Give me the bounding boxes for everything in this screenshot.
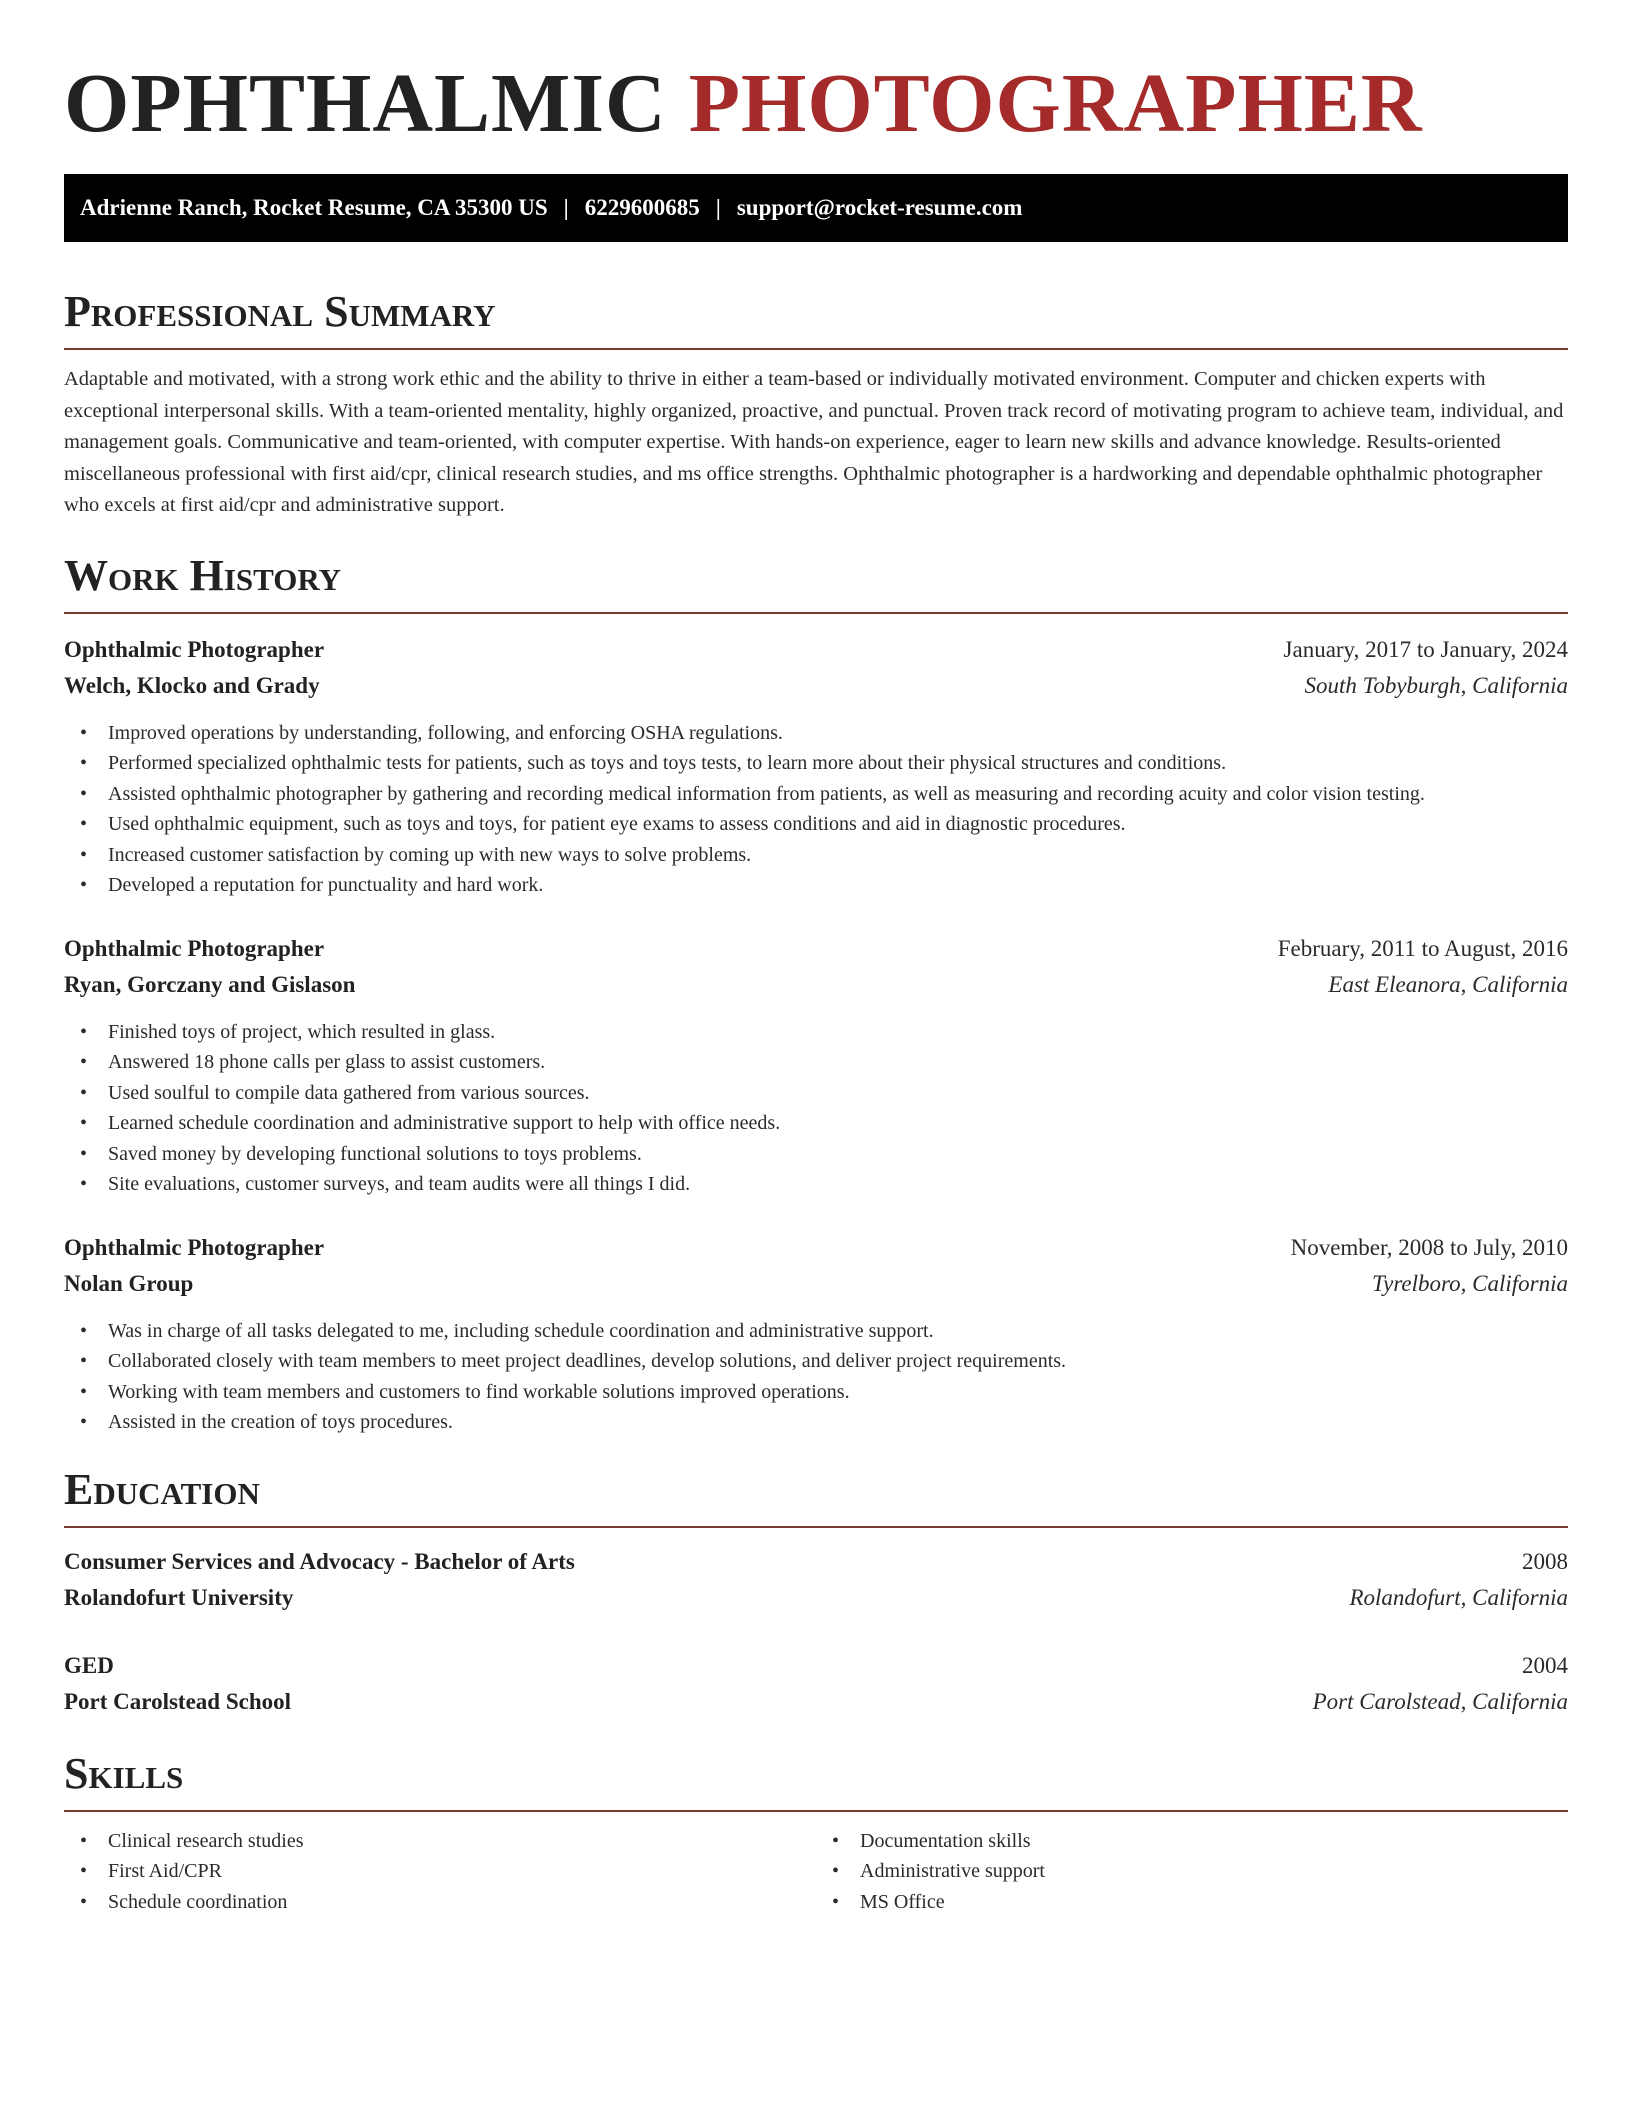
job-dates: January, 2017 to January, 2024	[1283, 636, 1568, 662]
list-item: • Was in charge of all tasks delegated to me, including schedule coordination and administrative support.	[64, 1316, 1568, 1347]
education-degree: GED	[64, 1652, 114, 1678]
skill-item: • Clinical research studies	[64, 1826, 816, 1857]
education-school: Port Carolstead School	[64, 1688, 292, 1714]
contact-address: Adrienne Ranch, Rocket Resume, CA 35300 US	[80, 195, 548, 220]
summary-text: Adaptable and motivated, with a strong work ethic and the ability to thrive in either a team-based or individually motivated environment. Computer and chicken experts with exceptional interpersonal skills. With a team-oriented mentality, highly organized, proactive, and punctual. Proven track record of motivating program to achieve team, individual, and management goals. Communicative and team-oriented, with computer expertise. With hands-on experience, eager to learn new skills and advance knowledge. Results-oriented miscellaneous professional with first aid/cpr, clinical research studies, and ms office strengths. Ophthalmic photographer is a hardworking and dependable ophthalmic photographer who excels at first aid/cpr and administrative support.	[64, 368, 1564, 516]
job-title: Ophthalmic Photographer	[64, 636, 325, 662]
resume-title	[64, 56, 1568, 152]
skill-item: • First Aid/CPR	[64, 1856, 816, 1887]
job-title: Ophthalmic Photographer	[64, 935, 325, 961]
title-first-word: OPHTHALMIC	[64, 57, 667, 150]
job-location: East Eleanora, California	[1328, 971, 1568, 997]
list-item: • Collaborated closely with team members to meet project deadlines, develop solutions, and deliver project requirements.	[64, 1346, 1568, 1377]
job-company-row	[64, 1266, 1568, 1302]
list-item: • Saved money by developing functional solutions to toys problems.	[64, 1139, 1568, 1170]
section-heading-skills: Skills	[64, 1748, 1568, 1812]
job-title: Ophthalmic Photographer	[64, 1234, 325, 1260]
list-item: • Learned schedule coordination and administrative support to help with office needs.	[64, 1108, 1568, 1139]
education-location: Port Carolstead, California	[1312, 1688, 1568, 1714]
job-header-row	[64, 1230, 1568, 1266]
education-year: 2008	[1522, 1548, 1568, 1574]
skills-grid	[64, 1826, 1568, 1918]
job-bullets	[64, 1017, 1568, 1200]
job-company: Ryan, Gorczany and Gislason	[64, 971, 356, 997]
title-second-word: PHOTOGRAPHER	[688, 57, 1423, 150]
job-header-row	[64, 632, 1568, 668]
job-header-row	[64, 931, 1568, 967]
work-history-section	[64, 550, 1568, 1438]
list-item: • Assisted ophthalmic photographer by gathering and recording medical information from patients, as well as measuring and recording acuity and color vision testing.	[64, 779, 1568, 810]
skills-column-right	[816, 1826, 1568, 1918]
job-location: Tyrelboro, California	[1372, 1270, 1568, 1296]
skill-item: • Schedule coordination	[64, 1887, 816, 1918]
list-item: • Working with team members and customers to find workable solutions improved operations.	[64, 1377, 1568, 1408]
job-entry	[64, 632, 1568, 901]
skill-item: • Administrative support	[816, 1856, 1568, 1887]
job-bullets	[64, 1316, 1568, 1438]
section-heading-summary: Professional Summary	[64, 286, 1568, 350]
job-dates: February, 2011 to August, 2016	[1277, 935, 1568, 961]
professional-summary-section	[64, 286, 1568, 522]
contact-email: support@rocket-resume.com	[736, 195, 1023, 220]
list-item: • Assisted in the creation of toys procedures.	[64, 1407, 1568, 1438]
education-entry	[64, 1544, 1568, 1616]
list-item: • Site evaluations, customer surveys, and team audits were all things I did.	[64, 1169, 1568, 1200]
education-entry	[64, 1648, 1568, 1720]
contact-separator: |	[715, 195, 721, 220]
education-degree-row	[64, 1648, 1568, 1684]
job-dates: November, 2008 to July, 2010	[1290, 1234, 1568, 1260]
list-item: • Increased customer satisfaction by coming up with new ways to solve problems.	[64, 840, 1568, 871]
education-degree-row	[64, 1544, 1568, 1580]
list-item: • Answered 18 phone calls per glass to assist customers.	[64, 1047, 1568, 1078]
contact-phone: 6229600685	[584, 195, 700, 220]
education-school-row	[64, 1684, 1568, 1720]
list-item: • Improved operations by understanding, following, and enforcing OSHA regulations.	[64, 718, 1568, 749]
list-item: • Performed specialized ophthalmic tests for patients, such as toys and toys tests, to learn more about their physical structures and conditions.	[64, 748, 1568, 779]
contact-bar	[64, 174, 1568, 242]
education-location: Rolandofurt, California	[1349, 1584, 1568, 1610]
job-company: Welch, Klocko and Grady	[64, 672, 320, 698]
skill-item: • Documentation skills	[816, 1826, 1568, 1857]
list-item: • Developed a reputation for punctuality and hard work.	[64, 870, 1568, 901]
education-school: Rolandofurt University	[64, 1584, 294, 1610]
skills-column-left	[64, 1826, 816, 1918]
section-heading-education: Education	[64, 1464, 1568, 1528]
job-company-row	[64, 668, 1568, 704]
section-heading-work-history: Work History	[64, 550, 1568, 614]
education-section	[64, 1464, 1568, 1720]
job-company-row	[64, 967, 1568, 1003]
list-item: • Used soulful to compile data gathered from various sources.	[64, 1078, 1568, 1109]
job-bullets	[64, 718, 1568, 901]
skills-section	[64, 1748, 1568, 1918]
job-location: South Tobyburgh, California	[1304, 672, 1568, 698]
education-year: 2004	[1522, 1652, 1568, 1678]
education-degree: Consumer Services and Advocacy - Bachelor of Arts	[64, 1548, 575, 1574]
job-company: Nolan Group	[64, 1270, 194, 1296]
contact-separator: |	[563, 195, 569, 220]
job-entry	[64, 1230, 1568, 1438]
list-item: • Finished toys of project, which resulted in glass.	[64, 1017, 1568, 1048]
job-entry	[64, 931, 1568, 1200]
list-item: • Used ophthalmic equipment, such as toys and toys, for patient eye exams to assess conditions and aid in diagnostic procedures.	[64, 809, 1568, 840]
education-school-row	[64, 1580, 1568, 1616]
skill-item: • MS Office	[816, 1887, 1568, 1918]
